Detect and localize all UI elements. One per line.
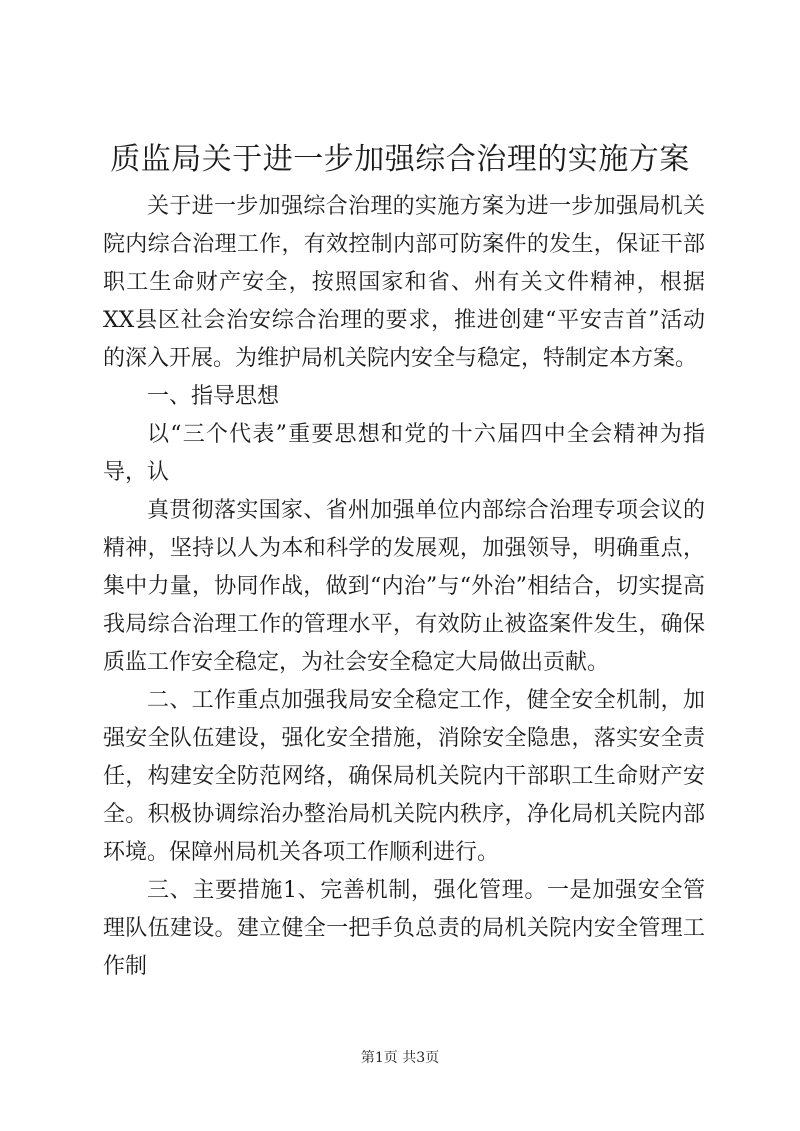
section-heading-guiding-ideology: 一、指导思想 xyxy=(147,384,280,409)
page-footer: 第1页 共3页 xyxy=(360,1050,440,1066)
paragraph-main-measures: 三、主要措施1、完善机制，强化管理。一是加强安全管理队伍建设。建立健全一把手负总责的局机关院内安全管理工作制 xyxy=(103,878,705,979)
paragraph-intro: 关于进一步加强综合治理的实施方案为进一步加强局机关院内综合治理工作，有效控制内部可防案件的发生，保证干部职工生命财产安全，按照国家和省、州有关文件精神，根据XX县区社会治安综合治理的要求，推进创建“平安吉首”活动的深入开展。为维护局机关院内安全与稳定，特制定本方案。 xyxy=(103,194,705,371)
document-title: 质监局关于进一步加强综合治理的实施方案 xyxy=(110,142,690,177)
document-body xyxy=(103,188,705,986)
paragraph-guiding-ideology-continued: 真贯彻落实国家、省州加强单位内部综合治理专项会议的精神，坚持以人为本和科学的发展观，加强领导，明确重点，集中力量，协同作战，做到“内治”与“外治”相结合，切实提高我局综合治理工作的管理水平，有效防止被盗案件发生，确保质监工作安全稳定，为社会安全稳定大局做出贡献。 xyxy=(103,498,705,675)
paragraph-work-focus: 二、工作重点加强我局安全稳定工作，健全安全机制，加强安全队伍建设，强化安全措施，消除安全隐患，落实安全责任，构建安全防范网络，确保局机关院内干部职工生命财产安全。积极协调综治办整治局机关院内秩序，净化局机关院内部环境。保障州局机关各项工作顺利进行。 xyxy=(103,688,705,865)
paragraph-guiding-ideology: 以“三个代表”重要思想和党的十六届四中全会精神为指导，认 xyxy=(103,422,705,485)
